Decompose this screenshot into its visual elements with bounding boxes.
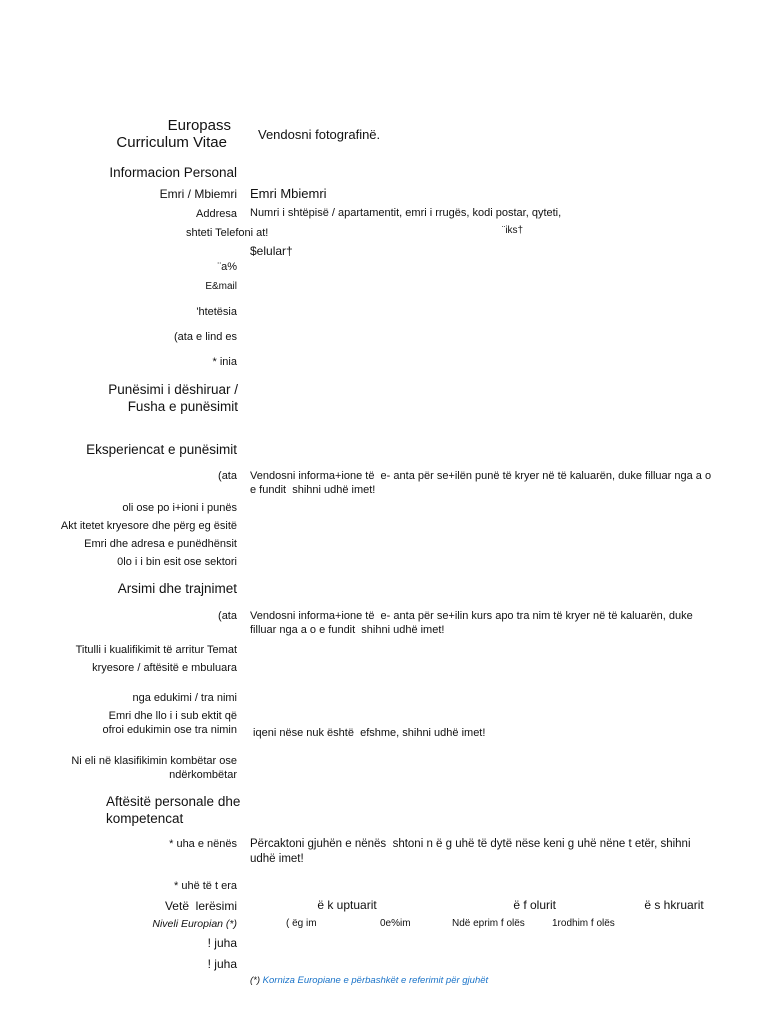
sub-spoken-interaction: Ndë eprim f olës xyxy=(452,918,525,929)
self-assessment-label: Vetë lerësimi xyxy=(164,899,237,913)
education-date-label: (ata xyxy=(218,610,237,622)
email-label: E&mail xyxy=(205,281,237,292)
fax-label: ¨a% xyxy=(217,261,237,273)
photo-placeholder[interactable]: Vendosni fotografinë. xyxy=(258,127,381,142)
level-classification-label: Ni eli në klasifikimin kombëtar ose ndërkombëtar xyxy=(71,755,237,781)
cv-title-curriculum-vitae: Curriculum Vitae xyxy=(116,134,227,151)
sub-reading: 0e%im xyxy=(380,918,411,929)
education-date-value[interactable]: Vendosni informa+ione të e- anta për se+ilin kurs apo tra nim të kryer në të kaluarën, duke filluar nga a o e fundit shihni udhë imet! xyxy=(250,610,693,636)
employer-label: Emri dhe adresa e punëdhënsit xyxy=(84,538,237,550)
phone-label: shteti Telefoni at! xyxy=(186,227,269,239)
name-label: Emri / Mbiemri xyxy=(159,187,237,201)
experience-date-value[interactable]: Vendosni informa+ione të e- anta për se+ilën punë të kryer në të kaluarën, duke filluar nga a o e fundit shihni udhë imet! xyxy=(250,470,712,496)
language-2-label: ! juha xyxy=(207,957,237,971)
topics-label: nga edukimi / tra nimi xyxy=(132,692,237,704)
mother-tongue-value[interactable]: Përcaktoni gjuhën e nënës shtoni n ë g uhë të dytë nëse keni g uhë nëne t etër, shihni udhë imet! xyxy=(250,838,691,865)
section-education: Arsimi dhe trajnimet xyxy=(117,581,237,596)
section-personal-info: Informacion Personal xyxy=(109,165,237,180)
experience-date-label: (ata xyxy=(218,470,237,482)
section-personal-skills: Aftësitë personale dhe kompetencat xyxy=(106,794,241,826)
footnote-prefix: (*) xyxy=(250,975,261,986)
nationality-label: 'htetësia xyxy=(196,306,237,318)
fax-value[interactable]: ¨iks† xyxy=(502,225,524,236)
address-value[interactable]: Numri i shtëpisë / apartamentit, emri i rrugës, kodi postar, qyteti, xyxy=(250,207,562,219)
col-writing: ë s hkruarit xyxy=(641,898,704,912)
name-value[interactable]: Emri Mbiemri xyxy=(250,186,327,201)
role-label: oli ose po i+ioni i punës xyxy=(119,502,237,514)
col-speaking: ë f olurit xyxy=(510,898,557,912)
footnote xyxy=(250,975,488,986)
col-understanding: ë k uptuarit xyxy=(314,898,377,912)
language-1-label: ! juha xyxy=(207,936,237,950)
organisation-value[interactable]: iqeni nëse nuk është efshme, shihni udhë imet! xyxy=(250,727,486,739)
cv-title-europass: Europass xyxy=(167,117,231,134)
section-work-experience: Eksperiencat e punësimit xyxy=(86,442,237,457)
mobile-value[interactable]: $elular† xyxy=(250,244,293,258)
organisation-label: Emri dhe llo i i sub ektit që ofroi edukimin ose tra nimin xyxy=(102,710,237,736)
address-label: Addresa xyxy=(196,208,237,220)
qualification-label: Titulli i kualifikimit të arritur Temat kryesore / aftësitë e mbuluara xyxy=(75,644,237,674)
activities-label: Akt itetet kryesore dhe përg eg ësitë xyxy=(60,520,237,532)
sector-label: 0lo i i bin esit ose sektori xyxy=(117,556,237,568)
sub-listening: ( ëg im xyxy=(286,918,317,929)
mother-tongue-label: * uha e nënës xyxy=(169,838,237,850)
footnote-cefr-link[interactable]: Korniza Europiane e përbashkët e referimit për gjuhët xyxy=(262,975,489,986)
other-languages-label: * uhë të t era xyxy=(174,880,237,892)
gender-label: * inia xyxy=(212,356,237,368)
sub-spoken-production: 1rodhim f olës xyxy=(552,918,615,929)
european-level-label: Niveli Europian (*) xyxy=(152,918,237,930)
birthdate-label: (ata e lind es xyxy=(174,331,237,343)
section-desired-employment: Punësimi i dëshiruar / Fusha e punësimit xyxy=(108,382,238,414)
